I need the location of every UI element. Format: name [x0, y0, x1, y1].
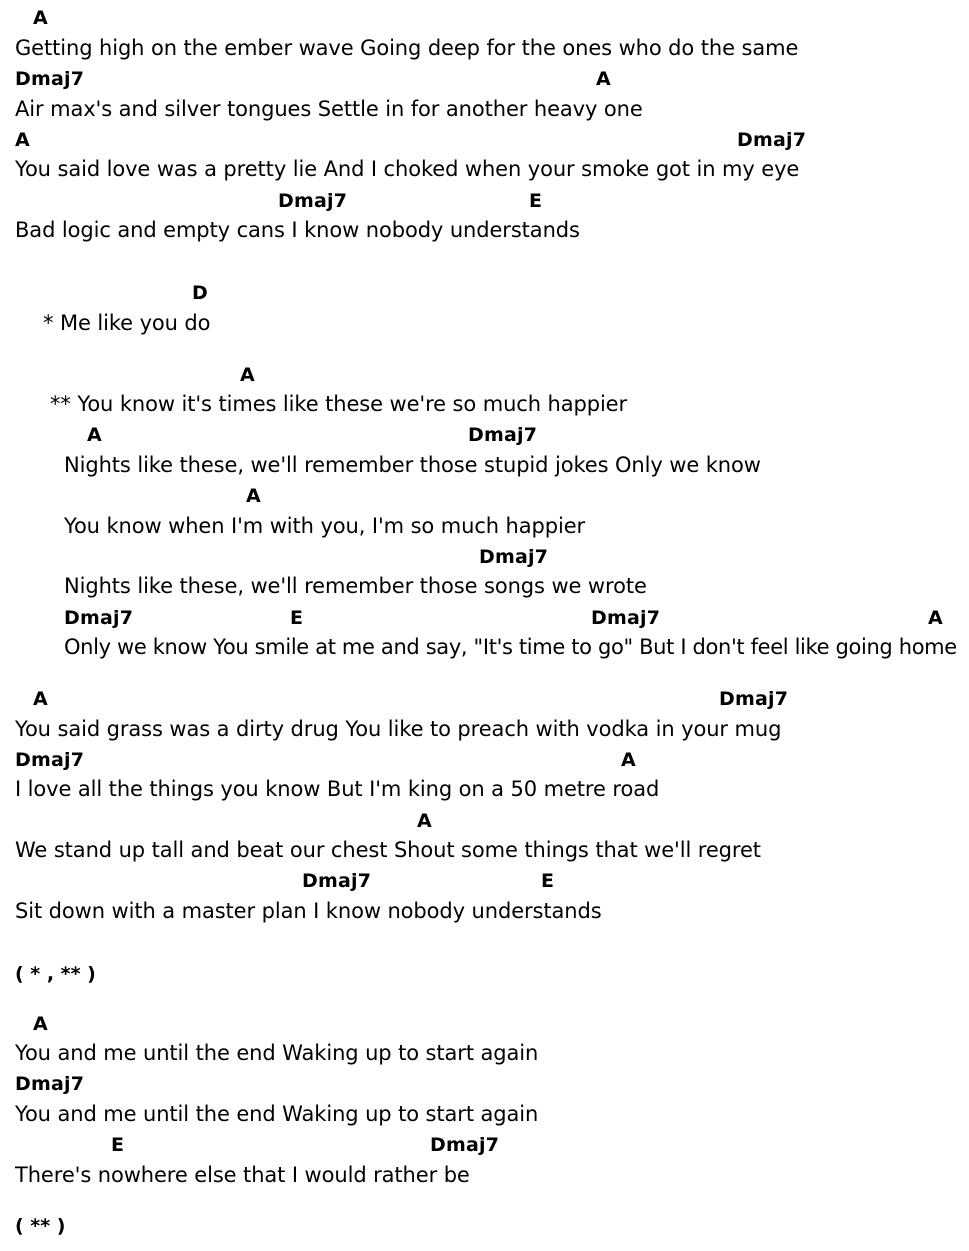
- lyric-line: Only we know You smile at me and say, "It's time to go" But I don't feel like going home: [64, 635, 957, 659]
- lyric-line: Getting high on the ember wave Going deep for the ones who do the same: [15, 36, 799, 60]
- lyric-line: Nights like these, we'll remember those stupid jokes Only we know: [64, 453, 761, 477]
- lyric-line: Bad logic and empty cans I know nobody understands: [15, 218, 580, 242]
- chord: A: [33, 7, 48, 29]
- chord: A: [33, 1013, 48, 1035]
- chord: A: [928, 607, 943, 629]
- lyric-line: I love all the things you know But I'm king on a 50 metre road: [15, 777, 660, 801]
- chord: A: [246, 485, 261, 507]
- chord: A: [15, 129, 30, 151]
- chord: Dmaj7: [737, 129, 807, 151]
- chord: E: [541, 870, 555, 892]
- lyric-line: You said love was a pretty lie And I choked when your smoke got in my eye: [15, 157, 800, 181]
- chord: Dmaj7: [430, 1134, 500, 1156]
- chord: Dmaj7: [302, 870, 372, 892]
- chord: Dmaj7: [278, 190, 348, 212]
- lyric-line: Sit down with a master plan I know nobody understands: [15, 899, 602, 923]
- chord: A: [33, 688, 48, 710]
- chord: Dmaj7: [479, 546, 549, 568]
- chord: A: [621, 749, 636, 771]
- chord: Dmaj7: [15, 749, 85, 771]
- chord: Dmaj7: [15, 1073, 85, 1095]
- chord: E: [529, 190, 543, 212]
- chord: E: [111, 1134, 125, 1156]
- chord: A: [87, 424, 102, 446]
- chord: Dmaj7: [64, 607, 134, 629]
- chord: A: [596, 68, 611, 90]
- lyric-line: Nights like these, we'll remember those songs we wrote: [64, 574, 647, 598]
- lyric-line: You know when I'm with you, I'm so much happier: [64, 514, 586, 538]
- lyric-line: * Me like you do: [43, 311, 211, 335]
- lyric-line: ** You know it's times like these we're so much happier: [50, 392, 628, 416]
- chord: A: [240, 364, 255, 386]
- chord: Dmaj7: [468, 424, 538, 446]
- lyric-line: You and me until the end Waking up to start again: [15, 1041, 539, 1065]
- chord: Dmaj7: [15, 68, 85, 90]
- lyric-line: You said grass was a dirty drug You like to preach with vodka in your mug: [15, 717, 782, 741]
- chord: D: [192, 282, 208, 304]
- chord: Dmaj7: [719, 688, 789, 710]
- chord: E: [290, 607, 304, 629]
- lyric-line: We stand up tall and beat our chest Shout some things that we'll regret: [15, 838, 761, 862]
- lyric-line: There's nowhere else that I would rather be: [15, 1163, 470, 1187]
- repeat-marker: ( * , ** ): [15, 963, 96, 985]
- chord: A: [417, 810, 432, 832]
- lyric-line: You and me until the end Waking up to start again: [15, 1102, 539, 1126]
- chord: Dmaj7: [591, 607, 661, 629]
- repeat-marker: ( ** ): [15, 1215, 66, 1237]
- lyric-line: Air max's and silver tongues Settle in for another heavy one: [15, 97, 643, 121]
